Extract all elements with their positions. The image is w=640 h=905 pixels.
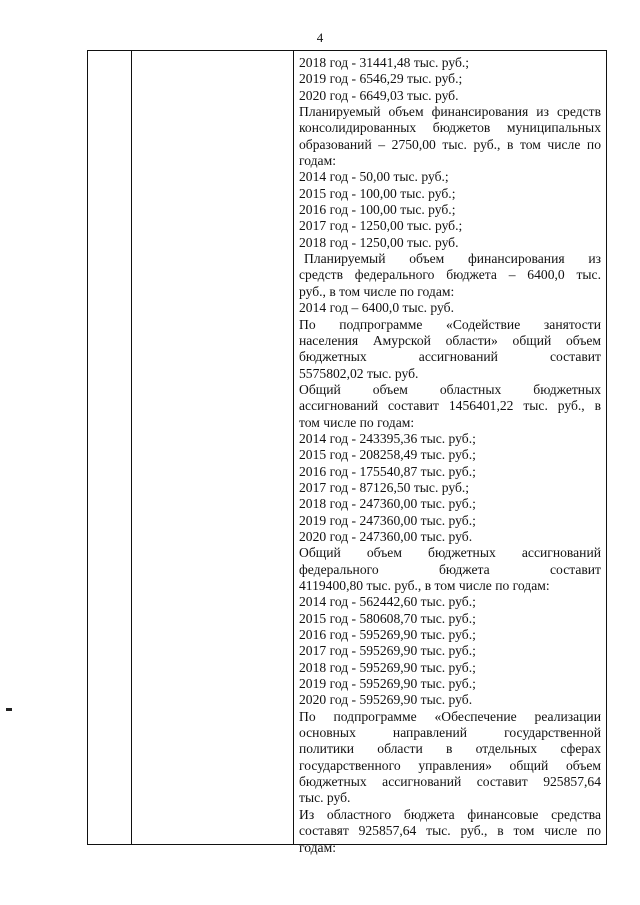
text-line: федерального бюджета составит — [299, 561, 601, 577]
text-line: По подпрограмме «Содействие занятости — [299, 316, 601, 332]
text-line: годам: — [299, 153, 336, 169]
text-line: 2020 год - 6649,03 тыс. руб. — [299, 87, 459, 103]
text-line: 2019 год - 595269,90 тыс. руб.; — [299, 676, 476, 692]
text-line: Планируемый объем финансирования из — [304, 251, 601, 267]
text-line: 2015 год - 100,00 тыс. руб.; — [299, 185, 456, 201]
column-divider — [131, 51, 132, 844]
text-line: 2015 год - 208258,49 тыс. руб.; — [299, 447, 476, 463]
text-line: ассигнований составит 1456401,22 тыс. руб., в — [299, 398, 601, 414]
text-line: 2017 год - 87126,50 тыс. руб.; — [299, 479, 470, 495]
text-line: 2014 год - 50,00 тыс. руб.; — [299, 169, 449, 185]
text-line: Планируемый объем финансирования из средств — [299, 104, 601, 120]
text-line: 4119400,80 тыс. руб., в том числе по годам: — [299, 578, 550, 593]
page-number: 4 — [316, 30, 324, 45]
text-line: 2018 год - 1250,00 тыс. руб. — [299, 234, 459, 250]
text-line: 2014 год - 562442,60 тыс. руб.; — [299, 594, 476, 610]
text-line: тыс. руб. — [299, 790, 351, 806]
text-line: государственного управления» общий объем — [299, 757, 601, 773]
text-line: 2016 год - 595269,90 тыс. руб.; — [299, 627, 476, 643]
text-line: средств федерального бюджета – 6400,0 тыс. — [299, 267, 601, 283]
text-line: 2014 год – 6400,0 тыс. руб. — [299, 300, 454, 316]
text-line: 2016 год - 175540,87 тыс. руб.; — [299, 463, 476, 479]
text-line: 2015 год - 580608,70 тыс. руб.; — [299, 610, 476, 626]
financing-table — [87, 50, 607, 855]
text-line: политики области в отдельных сферах — [299, 741, 601, 757]
text-line: руб., в том числе по годам: — [299, 283, 455, 299]
text-line: 2018 год - 31441,48 тыс. руб.; — [299, 55, 470, 70]
text-line: 2016 год - 100,00 тыс. руб.; — [299, 202, 456, 218]
text-line: 2014 год - 243395,36 тыс. руб.; — [299, 430, 476, 446]
financing-text-cell — [299, 55, 601, 856]
text-line: бюджетных ассигнований составит — [299, 349, 601, 365]
text-line: основных направлений государственной — [299, 725, 601, 741]
text-line: 2020 год - 595269,90 тыс. руб. — [299, 692, 473, 708]
text-line: 2018 год - 595269,90 тыс. руб.; — [299, 659, 476, 675]
text-line: Общий объем бюджетных ассигнований — [299, 545, 601, 561]
text-line: По подпрограмме «Обеспечение реализации — [299, 708, 601, 724]
text-line: Из областного бюджета финансовые средства — [299, 806, 601, 822]
text-line: 2018 год - 247360,00 тыс. руб.; — [299, 496, 476, 512]
text-line: бюджетных ассигнований составит 925857,64 — [299, 774, 601, 790]
text-line: населения Амурской области» общий объем — [299, 332, 601, 348]
text-line: годам: — [299, 839, 336, 855]
text-line: консолидированных бюджетов муниципальных — [299, 120, 601, 136]
text-line: 2019 год - 6546,29 тыс. руб.; — [299, 71, 463, 87]
text-line: 2019 год - 247360,00 тыс. руб.; — [299, 512, 476, 528]
text-line: Общий объем областных бюджетных — [299, 381, 601, 397]
text-line: 2017 год - 595269,90 тыс. руб.; — [299, 643, 476, 659]
text-line: образований – 2750,00 тыс. руб., в том числе по — [299, 136, 601, 152]
text-line: том числе по годам: — [299, 414, 415, 430]
text-line: 2020 год - 247360,00 тыс. руб. — [299, 528, 473, 544]
text-line: 5575802,02 тыс. руб. — [299, 365, 419, 381]
text-line: 2017 год - 1250,00 тыс. руб.; — [299, 218, 463, 234]
scan-mark — [6, 708, 12, 711]
column-divider — [293, 51, 294, 844]
text-line: составят 925857,64 тыс. руб., в том числе по — [299, 823, 601, 839]
